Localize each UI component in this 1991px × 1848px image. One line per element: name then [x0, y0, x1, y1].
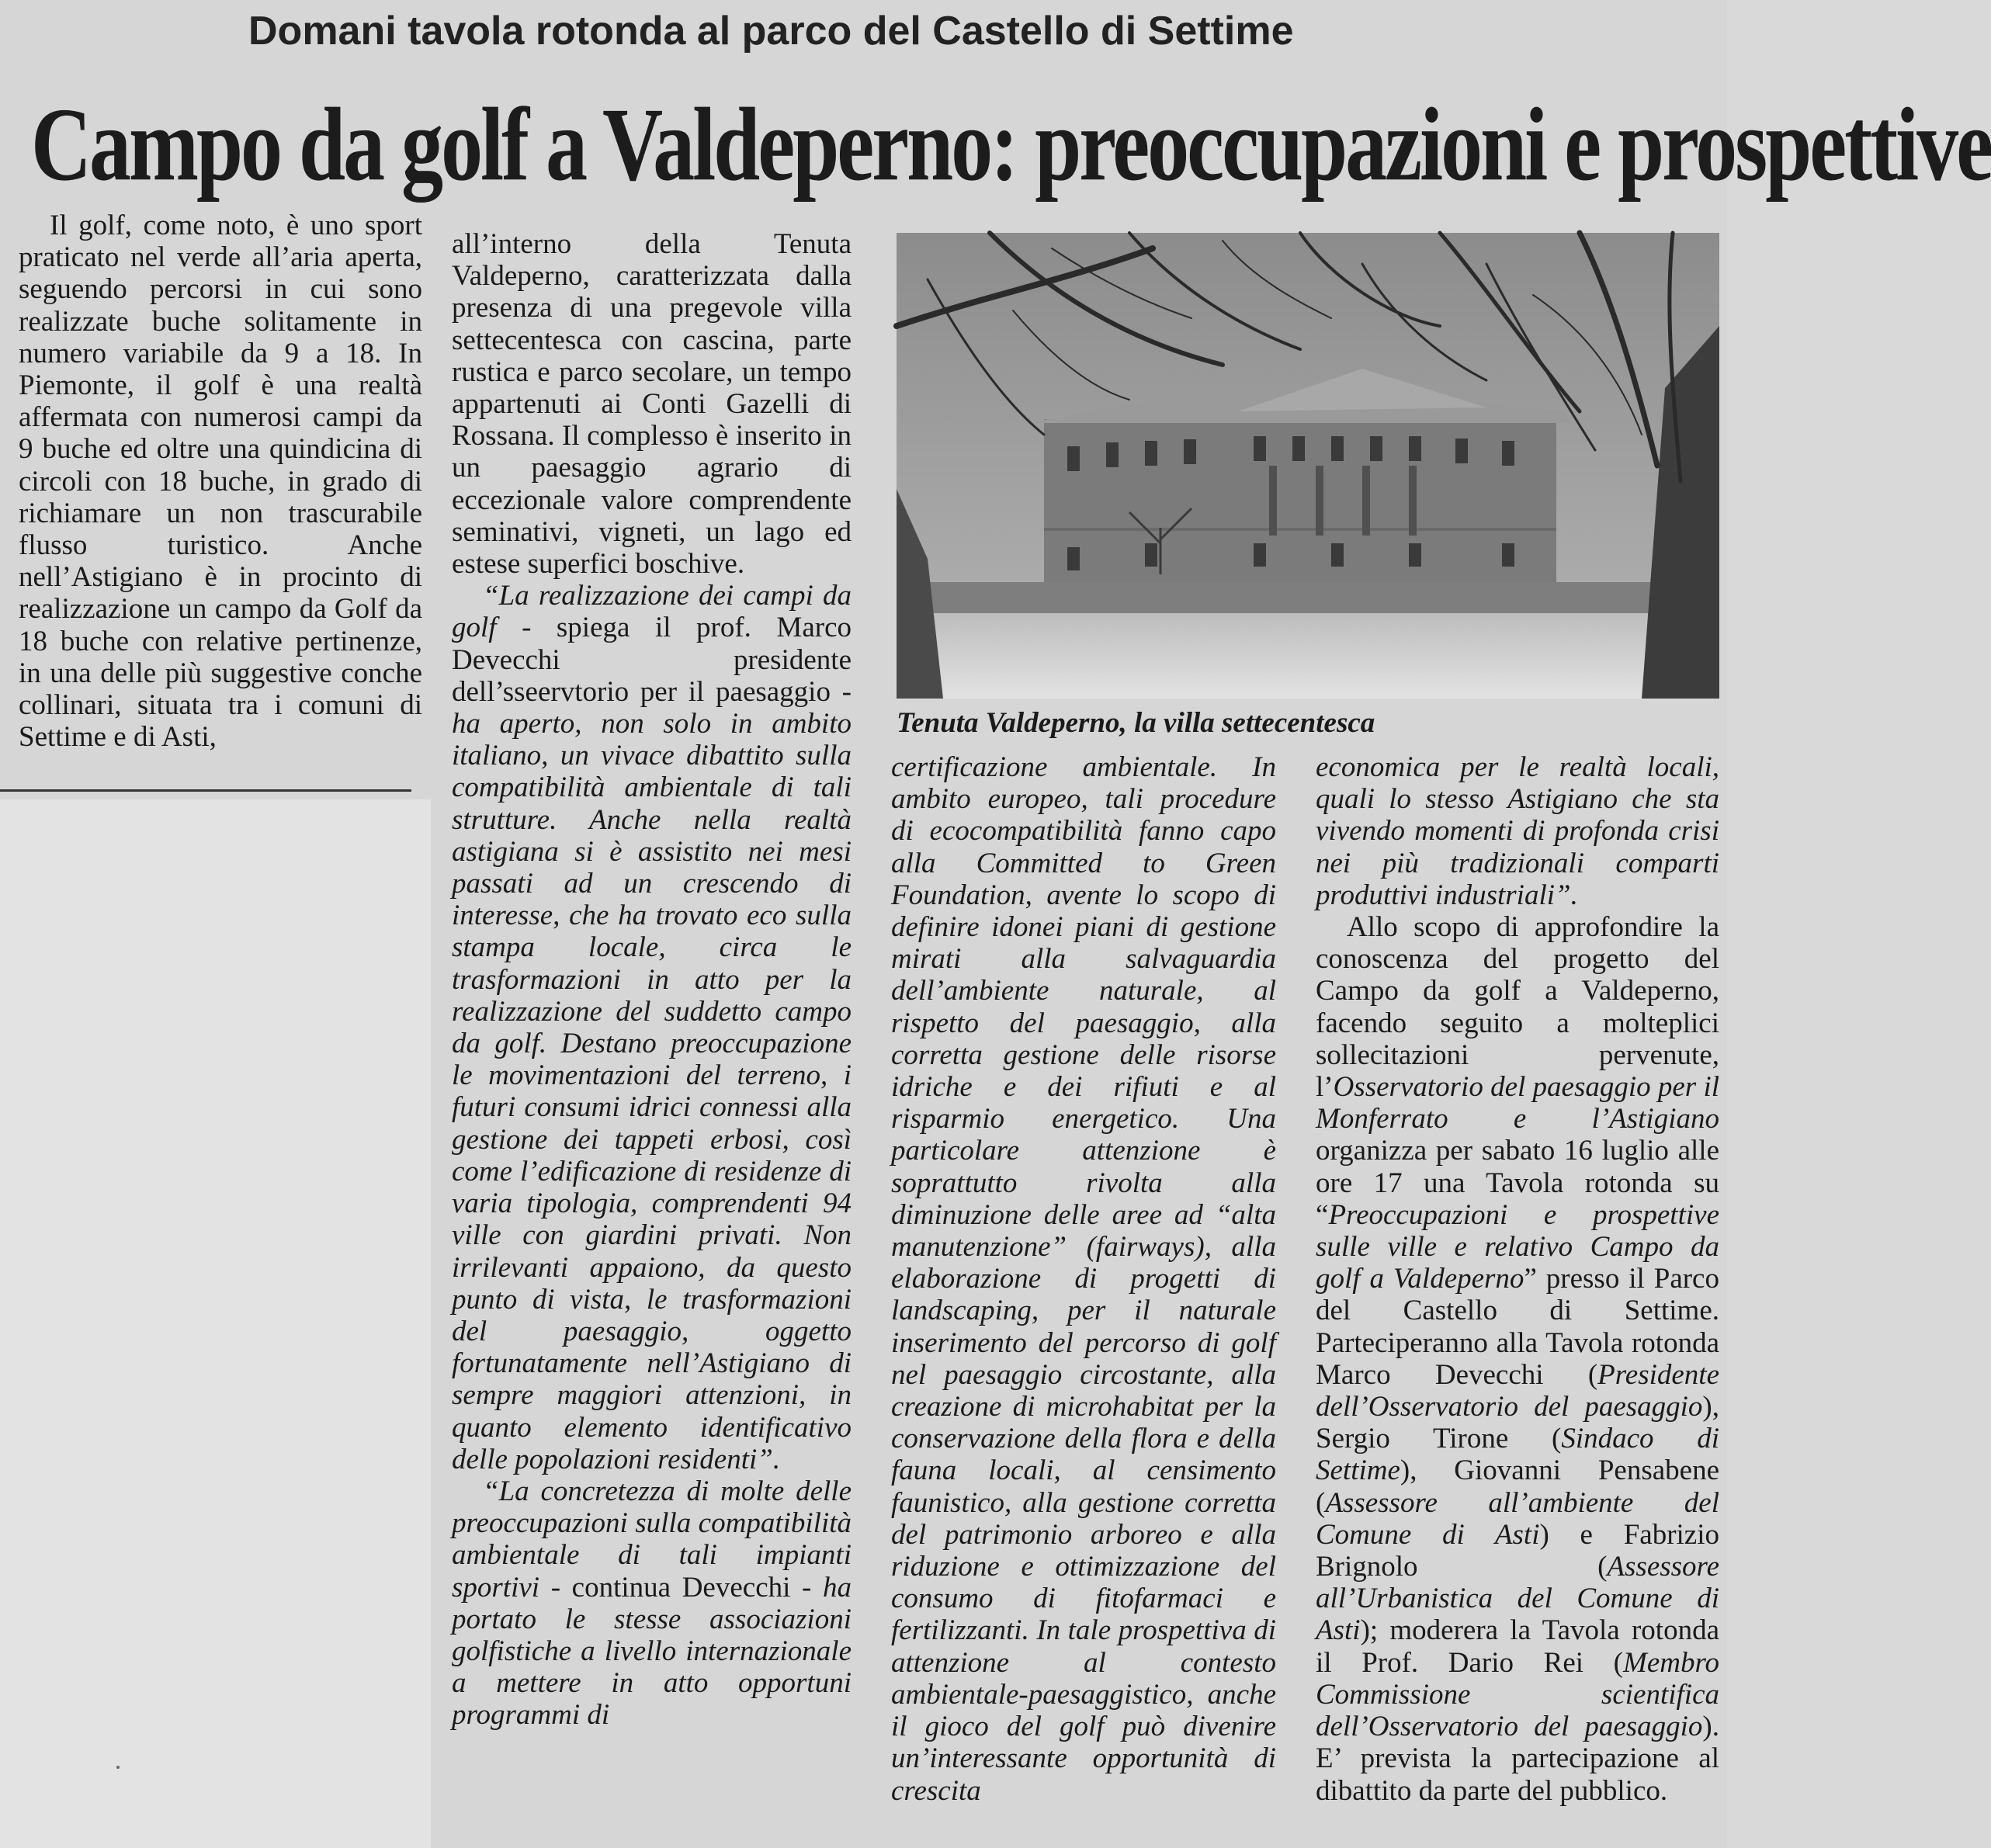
italic-text: Assessore all’ambiente del Comune di Asti	[1316, 1486, 1719, 1551]
blank-area	[0, 799, 431, 1848]
kicker: Domani tavola rotonda al parco del Castello di Settime	[248, 9, 1294, 54]
attribution-text: - continua Devecchi -	[539, 1571, 823, 1604]
body-text: ); moderera la Tavola rotonda il Prof. Dario Rei (	[1316, 1614, 1719, 1679]
attribution-text: - spiega il prof. Marco Devecchi presidente dell’sseervtorio per il paesaggio -	[452, 612, 852, 708]
quote-text: economica per le realtà locali, quali lo stesso Astigiano che sta vivendo momenti di profonda crisi nei più tradizionali comparti produttivi industriali”.	[1316, 751, 1719, 911]
paragraph	[452, 1475, 852, 1732]
body-text: organizza per sabato 16 luglio alle ore 17 una Tavola rotonda su “	[1316, 1135, 1719, 1231]
quote-text: ha portato le stesse associazioni golfistiche a livello internazionale a mettere in atto opportuni programmi di	[452, 1571, 852, 1732]
quote-text: certificazione ambientale. In ambito europeo, tali procedure di ecocompatibilità fanno capo alla Committed to Green Foundation, avente lo scopo di definire idonei piani di gestione mirati alla salvaguardia dell’ambiente naturale, al rispetto del paesaggio, alla corretta gestione delle risorse idriche e dei rifiuti e al risparmio energetico. Una particolare attenzione è soprattutto rivolta alla diminuzione delle aree ad “alta manutenzione” (fairways), alla elaborazione di progetti di landscaping, per il naturale inserimento del percorso di golf nel paesaggio circostante, alla creazione di microhabitat per la conservazione della flora e della fauna locali, al censimento faunistico, alla gestione corretta del patrimonio arboreo e alla riduzione e ottimizzazione del consumo di fitofarmaci e fertilizzanti. In tale prospettiva di attenzione al contesto ambientale-paesaggistico, anche il gioco del golf può divenire un’interessante opportunità di crescita	[891, 751, 1276, 1807]
paragraph	[891, 751, 1276, 1807]
italic-text: Assessore all’Urbanistica del Comune di Asti	[1316, 1551, 1719, 1647]
paragraph	[1316, 751, 1719, 911]
villa-photo	[897, 233, 1719, 699]
body-text: ) e Fabrizio Brignolo (	[1316, 1518, 1719, 1583]
quote-text: ha aperto, non solo in ambito italiano, un vivace dibattito sulla compatibilità ambientale di tali strutture. Anche nella realtà astigiana si è assistito nei mesi passati ad un crescendo di interesse, che ha trovato eco sulla stampa locale, circa le trasformazioni in atto per la realizzazione del suddetto campo da golf. Destano preoccupazione le movimentazioni del terreno, i futuri consumi idrici connessi alla gestione dei tappeti erbosi, così come l’edificazione di residenze di varia tipologia, comprendenti 94 ville con giardini privati. Non irrilevanti appaiono, da questo punto di vista, le trasformazioni del paesaggio, oggetto fortunatamente nell’Astigiano di sempre maggiori attenzioni, in quanto elemento identificativo delle popolazioni residenti”.	[452, 708, 852, 1475]
villa-photo-image	[897, 233, 1719, 699]
paragraph: all’interno della Tenuta Valdeperno, caratterizzata dalla presenza di una pregevole villa settecentesca con cascina, parte rustica e parco secolare, un tempo appartenuti ai Conti Gazelli di Rossana. Il complesso è inserito in un paesaggio agrario di eccezionale valore comprendente seminativi, vigneti, un lago ed estese superfici boschive.	[452, 228, 852, 581]
body-text: ), Sergio Tirone (	[1316, 1391, 1719, 1455]
photo-caption: Tenuta Valdeperno, la villa settecentesca	[897, 707, 1375, 739]
column-1	[19, 210, 422, 753]
italic-text: Membro Commissione scientifica dell’Osservatorio del paesaggio	[1316, 1646, 1719, 1743]
quote-text: “La concretezza di molte delle preoccupazioni sulla compatibilità ambientale di tali impianti sportivi	[452, 1475, 852, 1604]
paragraph: Il golf, come noto, è uno sport praticato nel verde all’aria aperta, seguendo percorsi in cui sono realizzate buche solitamente in numero variabile da 9 a 18. In Piemonte, il golf è una realtà affermata con numerosi campi da 9 buche ed oltre una quindicina di circoli con 18 buche, in grado di richiamare un non trascurabile flusso turistico. Anche nell’Astigiano è in procinto di realizzazione un campo da Golf da 18 buche con relative pertinenze, in una delle più suggestive conche collinari, situata tra i comuni di Settime e di Asti,	[19, 210, 422, 754]
quote-text: “La realizzazione dei campi da golf	[452, 580, 852, 644]
italic-text: Sindaco di Settime	[1316, 1423, 1719, 1487]
body-text: ” presso il Parco del Castello di Settime. Parteciperanno alla Tavola rotonda Marco Devecchi (	[1316, 1263, 1719, 1391]
body-text: ), Giovanni Pensabene (	[1316, 1454, 1719, 1519]
body-text: ). E’ prevista la partecipazione al dibattito da parte del pubblico.	[1316, 1711, 1719, 1807]
body-text: Allo scopo di approfondire la conoscenza del progetto del Campo da golf a Valdeperno, facendo seguito a molteplici sollecitazioni pervenute, l’	[1316, 911, 1719, 1104]
speck	[116, 1766, 120, 1769]
italic-text: Osservatorio del paesaggio per il Monferrato e l’Astigiano	[1316, 1071, 1720, 1135]
paragraph	[1316, 911, 1719, 1807]
paragraph	[452, 580, 852, 1475]
column-3	[891, 751, 1276, 1807]
italic-text: Preoccupazioni e prospettive sulle ville e relativo Campo da golf a Valdeperno	[1316, 1198, 1719, 1295]
column-4	[1316, 751, 1719, 1807]
column-rule	[0, 789, 411, 792]
column-2	[452, 228, 852, 1732]
headline: Campo da golf a Valdeperno: preoccupazioni e prospettive	[31, 87, 1991, 203]
italic-text: Presidente dell’Osservatorio del paesaggio	[1316, 1358, 1719, 1423]
